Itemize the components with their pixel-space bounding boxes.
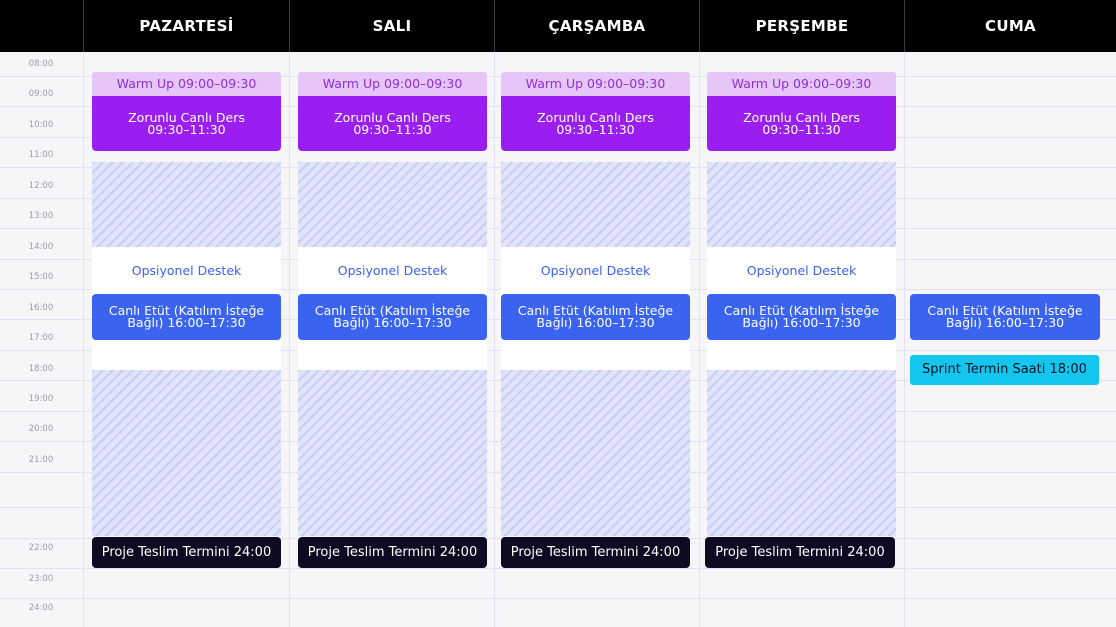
time-label: 13:00 [28,211,54,221]
project-deadline-block[interactable]: Proje Teslim Termini 24:00 [705,537,895,568]
project-deadline-block[interactable]: Proje Teslim Termini 24:00 [501,537,690,568]
time-label: 14:00 [28,242,54,252]
blank-slot [501,340,690,370]
time-label: 09:00 [28,89,54,99]
time-label: 11:00 [28,150,54,160]
study-session-block[interactable]: Canlı Etüt (Katılım İsteğe Bağlı) 16:00–17:30 [298,294,487,340]
optional-support-block[interactable]: Opsiyonel Destek [707,247,896,294]
time-label: 16:00 [28,303,54,313]
optional-support-block[interactable]: Opsiyonel Destek [92,247,281,294]
time-label: 17:00 [28,333,54,343]
hatched-free-area [92,370,281,536]
live-class-block[interactable]: Zorunlu Canlı Ders 09:30–11:30 [707,96,896,151]
sprint-deadline-block[interactable]: Sprint Termin Saati 18:00 [910,355,1099,385]
hatched-free-area [298,162,487,247]
time-label: 10:00 [28,120,54,130]
hatched-free-area [92,162,281,247]
optional-support-block[interactable]: Opsiyonel Destek [501,247,690,294]
warm-up-block[interactable]: Warm Up 09:00–09:30 [298,72,487,96]
time-label: 12:00 [28,181,54,191]
warm-up-block[interactable]: Warm Up 09:00–09:30 [501,72,690,96]
project-deadline-block[interactable]: Proje Teslim Termini 24:00 [298,537,487,568]
blank-slot [298,340,487,370]
hatched-free-area [707,162,896,247]
live-class-block[interactable]: Zorunlu Canlı Ders 09:30–11:30 [92,96,281,151]
time-label: 08:00 [28,59,54,69]
warm-up-block[interactable]: Warm Up 09:00–09:30 [92,72,281,96]
day-header-friday: CUMA [904,0,1116,52]
hatched-free-area [501,162,690,247]
warm-up-block[interactable]: Warm Up 09:00–09:30 [707,72,896,96]
week-header [0,0,1116,52]
study-session-block[interactable]: Canlı Etüt (Katılım İsteğe Bağlı) 16:00–17:30 [707,294,896,340]
study-session-block[interactable]: Canlı Etüt (Katılım İsteğe Bağlı) 16:00–17:30 [92,294,281,340]
time-label: 15:00 [28,272,54,282]
time-label: 21:00 [28,455,54,465]
hatched-free-area [298,370,487,536]
optional-support-block[interactable]: Opsiyonel Destek [298,247,487,294]
blank-slot [707,340,896,370]
hatched-free-area [707,370,896,536]
live-class-block[interactable]: Zorunlu Canlı Ders 09:30–11:30 [298,96,487,151]
day-header-thursday: PERŞEMBE [699,0,904,52]
blank-slot [92,340,281,370]
time-label: 24:00 [28,603,54,613]
study-session-block[interactable]: Canlı Etüt (Katılım İsteğe Bağlı) 16:00–17:30 [501,294,690,340]
day-header-monday: PAZARTESİ [83,0,289,52]
time-label: 20:00 [28,424,54,434]
day-header-tuesday: SALI [289,0,494,52]
project-deadline-block[interactable]: Proje Teslim Termini 24:00 [92,537,281,568]
time-label: 19:00 [28,394,54,404]
time-label: 23:00 [28,574,54,584]
study-session-block[interactable]: Canlı Etüt (Katılım İsteğe Bağlı) 16:00–17:30 [910,294,1100,340]
hatched-free-area [501,370,690,536]
live-class-block[interactable]: Zorunlu Canlı Ders 09:30–11:30 [501,96,690,151]
time-label: 18:00 [28,364,54,374]
time-label: 22:00 [28,543,54,553]
day-header-wednesday: ÇARŞAMBA [494,0,699,52]
